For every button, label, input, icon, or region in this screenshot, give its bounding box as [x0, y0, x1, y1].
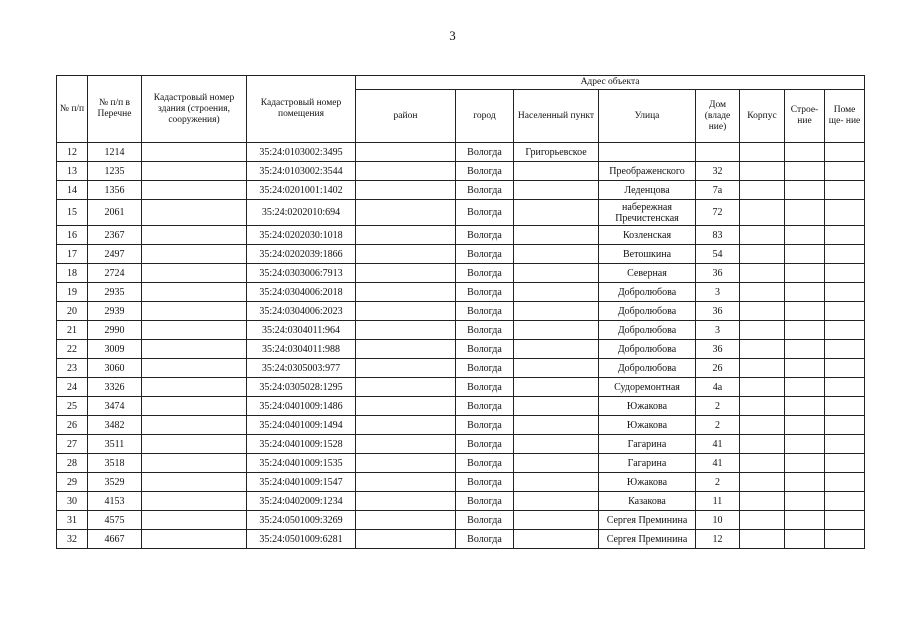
cell-list-no: 2939: [88, 302, 142, 321]
cell-premise: [825, 492, 865, 511]
cell-building: [142, 321, 247, 340]
cell-room: 35:24:0402009:1234: [247, 492, 356, 511]
cell-no: 27: [57, 435, 88, 454]
cell-premise: [825, 397, 865, 416]
cell-settlement: [514, 200, 599, 226]
table-row: [57, 511, 865, 530]
cell-korpus: [740, 245, 785, 264]
table-row: [57, 454, 865, 473]
header-street: Улица: [599, 90, 696, 143]
cell-premise: [825, 162, 865, 181]
cell-stroenie: [785, 181, 825, 200]
cell-house: 4а: [696, 378, 740, 397]
cell-street: Сергея Преминина: [599, 530, 696, 549]
cell-building: [142, 181, 247, 200]
cell-list-no: 3482: [88, 416, 142, 435]
cell-house: 41: [696, 454, 740, 473]
cell-settlement: [514, 397, 599, 416]
cell-room: 35:24:0401009:1528: [247, 435, 356, 454]
cell-building: [142, 200, 247, 226]
cell-building: [142, 530, 247, 549]
cell-stroenie: [785, 416, 825, 435]
header-list-no: № п/п в Перечне: [88, 76, 142, 143]
cell-district: [356, 416, 456, 435]
cell-korpus: [740, 264, 785, 283]
header-premise: Поме ще- ние: [825, 90, 865, 143]
table-row: [57, 397, 865, 416]
cell-settlement: [514, 530, 599, 549]
cell-city: Вологда: [456, 511, 514, 530]
cell-house: 3: [696, 283, 740, 302]
cell-building: [142, 378, 247, 397]
cell-city: Вологда: [456, 200, 514, 226]
cell-korpus: [740, 454, 785, 473]
cell-street: Козленская: [599, 226, 696, 245]
cell-list-no: 3060: [88, 359, 142, 378]
cell-no: 28: [57, 454, 88, 473]
cell-premise: [825, 359, 865, 378]
cell-no: 29: [57, 473, 88, 492]
cell-no: 30: [57, 492, 88, 511]
page-number: 3: [449, 28, 456, 43]
cell-district: [356, 245, 456, 264]
cell-city: Вологда: [456, 283, 514, 302]
cell-street: Судоремонтная: [599, 378, 696, 397]
cell-street: Добролюбова: [599, 359, 696, 378]
cell-building: [142, 245, 247, 264]
table-row: [57, 378, 865, 397]
header-row-group: [57, 76, 865, 90]
cell-district: [356, 162, 456, 181]
cell-city: Вологда: [456, 473, 514, 492]
table-row: [57, 283, 865, 302]
cell-premise: [825, 321, 865, 340]
header-district: район: [356, 90, 456, 143]
cell-city: Вологда: [456, 530, 514, 549]
cell-korpus: [740, 416, 785, 435]
header-house: Дом (владе ние): [696, 90, 740, 143]
cell-district: [356, 473, 456, 492]
cell-settlement: [514, 511, 599, 530]
cell-house: 72: [696, 200, 740, 226]
cell-list-no: 1356: [88, 181, 142, 200]
cell-premise: [825, 435, 865, 454]
cell-stroenie: [785, 143, 825, 162]
cell-stroenie: [785, 530, 825, 549]
cell-stroenie: [785, 492, 825, 511]
cell-no: 32: [57, 530, 88, 549]
table-row: [57, 162, 865, 181]
registry-table: [56, 75, 865, 549]
cell-premise: [825, 416, 865, 435]
cell-building: [142, 473, 247, 492]
cell-city: Вологда: [456, 264, 514, 283]
cell-premise: [825, 454, 865, 473]
cell-list-no: 1214: [88, 143, 142, 162]
cell-street: Леденцова: [599, 181, 696, 200]
cell-street: Южакова: [599, 397, 696, 416]
cell-building: [142, 492, 247, 511]
cell-settlement: [514, 492, 599, 511]
cell-house: 3: [696, 321, 740, 340]
cell-list-no: 3529: [88, 473, 142, 492]
cell-stroenie: [785, 283, 825, 302]
cell-room: 35:24:0305028:1295: [247, 378, 356, 397]
cell-city: Вологда: [456, 454, 514, 473]
cell-stroenie: [785, 397, 825, 416]
cell-list-no: 3518: [88, 454, 142, 473]
cell-building: [142, 162, 247, 181]
cell-room: 35:24:0304011:964: [247, 321, 356, 340]
cell-settlement: [514, 416, 599, 435]
cell-korpus: [740, 162, 785, 181]
cell-room: 35:24:0401009:1547: [247, 473, 356, 492]
cell-house: 32: [696, 162, 740, 181]
cell-korpus: [740, 530, 785, 549]
cell-stroenie: [785, 200, 825, 226]
cell-stroenie: [785, 162, 825, 181]
cell-city: Вологда: [456, 416, 514, 435]
cell-street: Преображенского: [599, 162, 696, 181]
cell-no: 19: [57, 283, 88, 302]
cell-building: [142, 283, 247, 302]
cell-list-no: 3474: [88, 397, 142, 416]
cell-room: 35:24:0103002:3544: [247, 162, 356, 181]
cell-room: 35:24:0304006:2023: [247, 302, 356, 321]
table-body: [57, 143, 865, 549]
cell-stroenie: [785, 245, 825, 264]
cell-settlement: [514, 340, 599, 359]
cell-no: 16: [57, 226, 88, 245]
cell-house: 2: [696, 397, 740, 416]
cell-building: [142, 302, 247, 321]
cell-city: Вологда: [456, 359, 514, 378]
cell-settlement: [514, 283, 599, 302]
cell-korpus: [740, 359, 785, 378]
cell-no: 20: [57, 302, 88, 321]
table-row: [57, 200, 865, 226]
cell-premise: [825, 264, 865, 283]
cell-settlement: [514, 264, 599, 283]
cell-building: [142, 226, 247, 245]
table-row: [57, 321, 865, 340]
cell-list-no: 2935: [88, 283, 142, 302]
cell-room: 35:24:0501009:3269: [247, 511, 356, 530]
cell-building: [142, 359, 247, 378]
cell-room: 35:24:0202030:1018: [247, 226, 356, 245]
cell-premise: [825, 283, 865, 302]
cell-street: Добролюбова: [599, 283, 696, 302]
table-row: [57, 302, 865, 321]
table-row: [57, 435, 865, 454]
cell-room: 35:24:0501009:6281: [247, 530, 356, 549]
cell-building: [142, 264, 247, 283]
cell-korpus: [740, 397, 785, 416]
cell-list-no: 2497: [88, 245, 142, 264]
cell-korpus: [740, 492, 785, 511]
cell-district: [356, 492, 456, 511]
cell-settlement: Григорьевское: [514, 143, 599, 162]
cell-stroenie: [785, 264, 825, 283]
cell-stroenie: [785, 359, 825, 378]
cell-settlement: [514, 181, 599, 200]
cell-room: 35:24:0202039:1866: [247, 245, 356, 264]
cell-house: 11: [696, 492, 740, 511]
cell-street: Сергея Преминина: [599, 511, 696, 530]
cell-house: 26: [696, 359, 740, 378]
table-row: [57, 492, 865, 511]
cell-settlement: [514, 162, 599, 181]
cell-street: Южакова: [599, 473, 696, 492]
cell-korpus: [740, 200, 785, 226]
cell-building: [142, 435, 247, 454]
cell-no: 15: [57, 200, 88, 226]
cell-city: Вологда: [456, 245, 514, 264]
cell-korpus: [740, 226, 785, 245]
cell-city: Вологда: [456, 435, 514, 454]
cell-building: [142, 511, 247, 530]
cell-district: [356, 359, 456, 378]
cell-no: 23: [57, 359, 88, 378]
cell-district: [356, 321, 456, 340]
cell-city: Вологда: [456, 492, 514, 511]
cell-district: [356, 302, 456, 321]
cell-district: [356, 264, 456, 283]
cell-district: [356, 143, 456, 162]
cell-city: Вологда: [456, 143, 514, 162]
cell-no: 21: [57, 321, 88, 340]
cell-building: [142, 454, 247, 473]
cell-street: Добролюбова: [599, 302, 696, 321]
cell-house: 36: [696, 264, 740, 283]
cell-settlement: [514, 245, 599, 264]
cell-premise: [825, 340, 865, 359]
cell-list-no: 4667: [88, 530, 142, 549]
header-stroenie: Строе- ние: [785, 90, 825, 143]
cell-district: [356, 378, 456, 397]
cell-street: Добролюбова: [599, 340, 696, 359]
table-row: [57, 245, 865, 264]
cell-settlement: [514, 473, 599, 492]
cell-list-no: 4575: [88, 511, 142, 530]
cell-street: Северная: [599, 264, 696, 283]
cell-street: Ветошкина: [599, 245, 696, 264]
cell-settlement: [514, 359, 599, 378]
cell-city: Вологда: [456, 340, 514, 359]
cell-room: 35:24:0202010:694: [247, 200, 356, 226]
cell-district: [356, 226, 456, 245]
header-korpus: Корпус: [740, 90, 785, 143]
header-settlement: Населенный пункт: [514, 90, 599, 143]
cell-building: [142, 416, 247, 435]
cell-room: 35:24:0103002:3495: [247, 143, 356, 162]
header-address-group: Адрес объекта: [356, 76, 865, 90]
cell-district: [356, 181, 456, 200]
cell-district: [356, 283, 456, 302]
cell-no: 26: [57, 416, 88, 435]
cell-list-no: 2724: [88, 264, 142, 283]
cell-district: [356, 340, 456, 359]
cell-korpus: [740, 283, 785, 302]
cell-room: 35:24:0401009:1486: [247, 397, 356, 416]
cell-stroenie: [785, 321, 825, 340]
cell-room: 35:24:0201001:1402: [247, 181, 356, 200]
cell-premise: [825, 302, 865, 321]
cell-no: 17: [57, 245, 88, 264]
cell-no: 31: [57, 511, 88, 530]
table-row: [57, 530, 865, 549]
cell-house: 36: [696, 340, 740, 359]
cell-room: 35:24:0401009:1494: [247, 416, 356, 435]
cell-korpus: [740, 435, 785, 454]
cell-korpus: [740, 181, 785, 200]
header-no: № п/п: [57, 76, 88, 143]
cell-room: 35:24:0304006:2018: [247, 283, 356, 302]
cell-no: 12: [57, 143, 88, 162]
cell-list-no: 3009: [88, 340, 142, 359]
cell-house: 36: [696, 302, 740, 321]
cell-settlement: [514, 454, 599, 473]
cell-street: Казакова: [599, 492, 696, 511]
cell-premise: [825, 181, 865, 200]
cell-settlement: [514, 302, 599, 321]
cell-house: 2: [696, 416, 740, 435]
cell-list-no: 2061: [88, 200, 142, 226]
cell-settlement: [514, 321, 599, 340]
cell-building: [142, 397, 247, 416]
cell-korpus: [740, 511, 785, 530]
cell-no: 14: [57, 181, 88, 200]
cell-list-no: 3511: [88, 435, 142, 454]
cell-list-no: 2990: [88, 321, 142, 340]
cell-house: 12: [696, 530, 740, 549]
cell-house: 10: [696, 511, 740, 530]
header-city: город: [456, 90, 514, 143]
cell-no: 13: [57, 162, 88, 181]
cell-premise: [825, 200, 865, 226]
cell-no: 22: [57, 340, 88, 359]
cell-house: 54: [696, 245, 740, 264]
cell-settlement: [514, 378, 599, 397]
cell-building: [142, 143, 247, 162]
cell-street: Добролюбова: [599, 321, 696, 340]
header-room-cadastral: Кадастровый номер помещения: [247, 76, 356, 143]
cell-list-no: 1235: [88, 162, 142, 181]
cell-city: Вологда: [456, 302, 514, 321]
table-row: [57, 226, 865, 245]
cell-settlement: [514, 435, 599, 454]
cell-room: 35:24:0401009:1535: [247, 454, 356, 473]
table-row: [57, 416, 865, 435]
cell-stroenie: [785, 302, 825, 321]
cell-korpus: [740, 321, 785, 340]
cell-house: 2: [696, 473, 740, 492]
cell-street: Гагарина: [599, 435, 696, 454]
cell-district: [356, 511, 456, 530]
cell-premise: [825, 226, 865, 245]
cell-premise: [825, 143, 865, 162]
cell-room: 35:24:0303006:7913: [247, 264, 356, 283]
cell-house: 41: [696, 435, 740, 454]
cell-no: 25: [57, 397, 88, 416]
cell-settlement: [514, 226, 599, 245]
cell-street: Южакова: [599, 416, 696, 435]
cell-stroenie: [785, 378, 825, 397]
cell-no: 18: [57, 264, 88, 283]
cell-street: [599, 143, 696, 162]
header-building-cadastral: Кадастровый номер здания (строения, сооружения): [142, 76, 247, 143]
cell-stroenie: [785, 511, 825, 530]
cell-house: 83: [696, 226, 740, 245]
cell-house: [696, 143, 740, 162]
cell-district: [356, 530, 456, 549]
cell-room: 35:24:0304011:988: [247, 340, 356, 359]
cell-street: набережная Пречистенская: [599, 200, 696, 226]
cell-stroenie: [785, 435, 825, 454]
cell-premise: [825, 473, 865, 492]
cell-city: Вологда: [456, 378, 514, 397]
cell-stroenie: [785, 340, 825, 359]
cell-district: [356, 435, 456, 454]
cell-stroenie: [785, 226, 825, 245]
cell-city: Вологда: [456, 181, 514, 200]
cell-list-no: 3326: [88, 378, 142, 397]
table-row: [57, 143, 865, 162]
cell-korpus: [740, 340, 785, 359]
cell-korpus: [740, 143, 785, 162]
cell-premise: [825, 245, 865, 264]
cell-house: 7а: [696, 181, 740, 200]
cell-district: [356, 397, 456, 416]
cell-stroenie: [785, 473, 825, 492]
cell-korpus: [740, 302, 785, 321]
table-row: [57, 264, 865, 283]
cell-list-no: 4153: [88, 492, 142, 511]
cell-building: [142, 340, 247, 359]
cell-city: Вологда: [456, 226, 514, 245]
cell-city: Вологда: [456, 397, 514, 416]
cell-premise: [825, 378, 865, 397]
table-row: [57, 181, 865, 200]
cell-district: [356, 200, 456, 226]
cell-city: Вологда: [456, 321, 514, 340]
cell-room: 35:24:0305003:977: [247, 359, 356, 378]
table-row: [57, 359, 865, 378]
cell-district: [356, 454, 456, 473]
cell-stroenie: [785, 454, 825, 473]
cell-korpus: [740, 378, 785, 397]
cell-premise: [825, 530, 865, 549]
cell-city: Вологда: [456, 162, 514, 181]
cell-street: Гагарина: [599, 454, 696, 473]
cell-korpus: [740, 473, 785, 492]
table-row: [57, 340, 865, 359]
table-row: [57, 473, 865, 492]
cell-premise: [825, 511, 865, 530]
cell-no: 24: [57, 378, 88, 397]
cell-list-no: 2367: [88, 226, 142, 245]
